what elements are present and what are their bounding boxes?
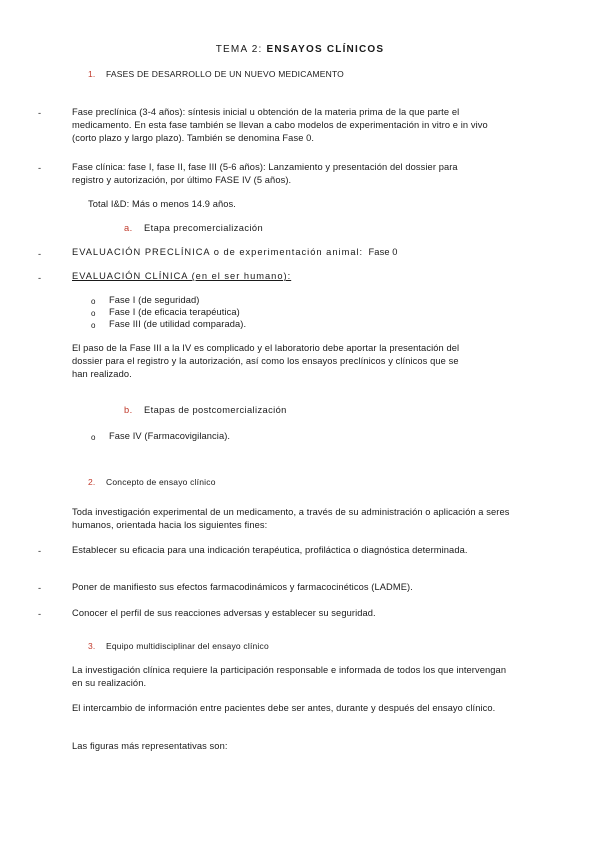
dash-bullet: - bbox=[38, 273, 42, 283]
aim-efficacy: Establecer su eficacia para una indicación terapéutica, profiláctica o diagnóstica determinada. bbox=[72, 545, 468, 555]
eval-clinical: EVALUACIÓN CLÍNICA (en el ser humano): bbox=[72, 271, 292, 281]
dash-bullet: - bbox=[38, 249, 42, 259]
section-2-heading: 2. Concepto de ensayo clínico bbox=[88, 477, 216, 487]
phase-transition-paragraph: El paso de la Fase III a la IV es complicado y el laboratorio debe aportar la presentación del dossier para el registro y la autorización, así como los ensayos preclínicos y clínicos que se han realizado. bbox=[72, 343, 460, 380]
dash-bullet: - bbox=[38, 609, 42, 619]
circle-bullet: o bbox=[91, 321, 96, 330]
total-duration: Total I&D: Más o menos 14.9 años. bbox=[88, 199, 236, 209]
team-paragraph-3: Las figuras más representativas son: bbox=[72, 741, 228, 751]
phase-item: Fase I (de eficacia terapéutica) bbox=[109, 307, 240, 317]
phase-iv-item: Fase IV (Farmacovigilancia). bbox=[109, 431, 231, 441]
concept-paragraph: Toda investigación experimental de un medicamento, a través de su administración o aplicación a seres humanos, orientada hacia los siguientes fines: bbox=[72, 507, 510, 531]
team-paragraph-2: El intercambio de información entre pacientes debe ser antes, durante y después del ensayo clínico. bbox=[72, 703, 496, 713]
phase-item: Fase III (de utilidad comparada). bbox=[109, 319, 247, 329]
phase-item: Fase I (de seguridad) bbox=[109, 295, 200, 305]
dash-bullet: - bbox=[38, 108, 42, 118]
circle-bullet: o bbox=[91, 433, 96, 442]
section-1-heading: 1. FASES DE DESARROLLO DE UN NUEVO MEDICAMENTO bbox=[88, 69, 344, 79]
team-paragraph-1: La investigación clínica requiere la participación responsable e informada de todos los que intervengan en su realización. bbox=[72, 665, 507, 689]
subsection-b: b. Etapas de postcomercialización bbox=[124, 405, 287, 415]
dash-bullet: - bbox=[38, 163, 42, 173]
subsection-a: a. Etapa precomercialización bbox=[124, 223, 264, 233]
list-item-preclinical: Fase preclínica (3-4 años): síntesis inicial u obtención de la materia prima de la que parte el medicamento. En esta fase también se llevan a cabo modelos de experimentación in vitro e in vivo (corto plazo y largo plazo). También se denomina Fase 0. bbox=[72, 107, 488, 144]
section-3-heading: 3. Equipo multidisciplinar del ensayo clínico bbox=[88, 641, 269, 651]
aim-safety: Conocer el perfil de sus reacciones adversas y establecer su seguridad. bbox=[72, 608, 376, 618]
eval-preclinical: EVALUACIÓN PRECLÍNICA o de experimentación animal: Fase 0 bbox=[72, 247, 398, 257]
document-title: TEMA 2: ENSAYOS CLÍNICOS bbox=[215, 44, 385, 55]
dash-bullet: - bbox=[38, 583, 42, 593]
circle-bullet: o bbox=[91, 297, 96, 306]
list-item-clinical: Fase clínica: fase I, fase II, fase III (5-6 años): Lanzamiento y presentación del dossier para registro y autorización, por último FASE IV (5 años). bbox=[72, 162, 458, 186]
circle-bullet: o bbox=[91, 309, 96, 318]
aim-pharmacology: Poner de manifiesto sus efectos farmacodinámicos y farmacocinéticos (LADME). bbox=[72, 582, 413, 592]
dash-bullet: - bbox=[38, 546, 42, 556]
